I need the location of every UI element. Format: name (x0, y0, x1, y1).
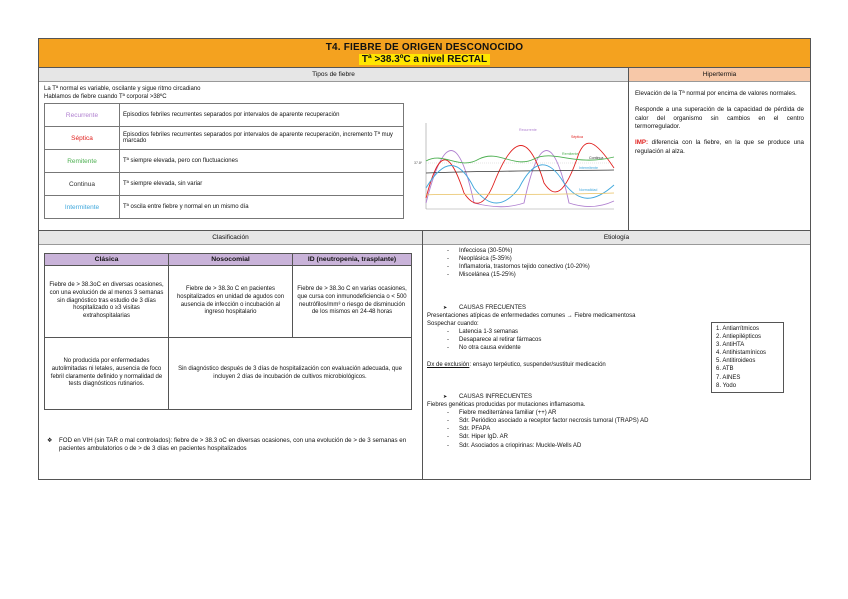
fod-text: FOD en VIH (sin TAR o mal controlados): fiebre de > 38.3 oC en diversas ocasiones, con una evolución de > de 3 semanas en pacientes ambulatorios o de > de 3 días en pacientes hospitalizados (59, 437, 407, 453)
cell-clasica-def: Fiebre de > 38.3oC en diversas ocasiones, con una evolución de al menos 3 semanas sin diagnóstico tras estudio de 3 días hospitalizado o ≥3 visitas extrahospitalarias (45, 266, 169, 338)
drug-item: 8. Yodo (716, 382, 737, 389)
causes-list (445, 247, 590, 279)
tipos-intro (39, 82, 628, 102)
chart-y-marker: 37.8º (414, 161, 423, 165)
cause-item: - Infecciosa (30-50%) (445, 247, 590, 255)
series-normalidad (426, 193, 614, 195)
sospechar-item: - Desaparece al retirar fármacos (445, 336, 767, 344)
cell-id-def: Fiebre de > 38.3o C en varias ocasiones, que cursa con inmunodeficiencia o < 500 neutrófilos/mm³ o riesgo de disminución de los mismos en 24-48 horas (293, 266, 412, 338)
tipo-desc: Tª siempre elevada, sin variar (120, 173, 404, 196)
sospechar-text: Sospechar cuando: (427, 321, 479, 328)
tipos-fiebre-section (39, 68, 629, 230)
tipos-title: Tipos de fiebre (39, 68, 628, 82)
col-id: ID (neutropenia, trasplante) (293, 254, 412, 266)
imp-text: diferencia con la fiebre, en la que se produce una regulación al alza. (635, 139, 804, 155)
hipertermia-section (629, 68, 810, 230)
series-remitente (426, 156, 614, 163)
col-clasica: Clásica (45, 254, 169, 266)
dx-label: Dx de exclusión (427, 361, 470, 368)
header (39, 39, 810, 68)
imp-label: IMP: (635, 139, 649, 147)
atipicas-text: Presentaciones atípicas de enfermedades comunes → Fiebre medicamentosa (427, 313, 636, 320)
clasificacion-section (39, 231, 423, 479)
tipo-name: Continua (45, 173, 120, 196)
genetic-item: - Sdr. PFAPA (445, 425, 787, 433)
etiologia-section (423, 231, 810, 479)
series-continua (426, 170, 614, 173)
fod-vih-note (47, 437, 417, 453)
drugs-box (711, 322, 784, 393)
tipo-name: Recurrente (45, 104, 120, 127)
intro-line-2: Hablamos de fiebre cuando Tª corporal >38ºC (44, 93, 167, 100)
cause-item: - Neoplásica (5-35%) (445, 255, 590, 263)
cell-diagnostico: Sin diagnóstico después de 3 días de hospitalización con evaluación adecuada, que incluyen 2 días de incubación de cultivos microbiológicos. (169, 338, 412, 410)
drug-item: 5. Antitiroideos (716, 358, 756, 365)
tipo-row (45, 150, 404, 173)
frecuentes-heading: ➤ CAUSAS FRECUENTES (443, 304, 767, 312)
cell-nosocomial-def: Fiebre de > 38.3o C en pacientes hospitalizados en unidad de agudos con ausencia de infección o incubación al ingreso hospitalario (169, 266, 293, 338)
tipo-desc: Episodios febriles recurrentes separados por intervalos de aparente recuperación (120, 104, 404, 127)
label-septica: Séptica (571, 135, 583, 139)
drug-item: 6. ATB (716, 366, 734, 373)
sospechar-item: - Latencia 1-3 semanas (445, 328, 767, 336)
drug-item: 7. AINES (716, 374, 741, 381)
diamond-bullet-icon: ❖ (47, 437, 53, 444)
hipertermia-imp (635, 139, 804, 156)
sospechar-item: - No otra causa evidente (445, 344, 767, 352)
fever-curves-chart (414, 113, 619, 213)
label-recurrente: Recurrente (519, 128, 537, 132)
tipo-name: Intermitente (45, 196, 120, 219)
label-remitente: Remitente (562, 152, 579, 156)
drug-item: 1. Antiarrítmicos (716, 326, 760, 332)
infrecuentes-heading: ➤ CAUSAS INFRECUENTES (443, 393, 787, 401)
clasificacion-title: Clasificación (39, 231, 422, 245)
page-title: T4. FIEBRE DE ORIGEN DESCONOCIDO (325, 42, 524, 53)
drug-item: 4. Antihistamínicos (716, 350, 767, 357)
tipo-row (45, 127, 404, 150)
geneticas-text: Fiebres genéticas producidas por mutaciones inflamasoma. (427, 402, 586, 409)
cell-clasica-extra: No producida por enfermedades autolimitadas ni letales, ausencia de foco febril claramente definido y normalidad de tests diagnósticos rutinarios. (45, 338, 169, 410)
intro-line-1: La Tª normal es variable, oscilante y sigue ritmo circadiano (44, 86, 201, 92)
tipo-row (45, 196, 404, 219)
tipo-desc: Tª oscila entre fiebre y normal en un mismo día (120, 196, 404, 219)
infrecuentes-block (427, 393, 787, 450)
dx-text: : ensayo terpéutico, suspender/sustituir medicación (469, 361, 606, 368)
label-intermitente: Intermitente (579, 166, 598, 170)
genetic-item: - Sdr. Periódico asociado a receptor factor necrosis tumoral (TRAPS) AD (445, 417, 787, 425)
summary-sheet (38, 38, 811, 480)
drug-item: 2. Antiepilépticos (716, 334, 762, 341)
page-subtitle: Tª >38.3ºC a nivel RECTAL (359, 54, 490, 65)
clasificacion-table (44, 253, 412, 410)
drug-item: 3. AntiHTA (716, 342, 745, 349)
cause-item: - Inflamatoria, trastornos tejido conectivo (10-20%) (445, 263, 590, 271)
hipertermia-p2: Responde a una superación de la capacidad de pérdida de calor del organismo sin cambios en el centro termorregulador. (635, 106, 804, 131)
tipos-table (44, 103, 404, 219)
tipo-desc: Episodios febriles recurrentes separados por intervalos de aparente recuperación, incremento Tª muy marcado (120, 127, 404, 150)
genetic-item: - Fiebre mediterránea familiar (++) AR (445, 409, 787, 417)
label-continua: Continua (589, 156, 604, 160)
tipo-name: Séptica (45, 127, 120, 150)
label-normalidad: Normalidad (579, 188, 598, 192)
tipo-row (45, 173, 404, 196)
tipo-desc: Tª siempre elevada, pero con fluctuaciones (120, 150, 404, 173)
genetic-item: - Sdr. Asociados a criopirinas: Muckle-Wells AD (445, 442, 787, 450)
hipertermia-p1: Elevación de la Tª normal por encima de valores normales. (635, 90, 797, 97)
tipo-name: Remitente (45, 150, 120, 173)
etiologia-title: Etiología (423, 231, 810, 245)
tipo-row (45, 104, 404, 127)
col-nosocomial: Nosocomial (169, 254, 293, 266)
hipertermia-title: Hipertermia (629, 68, 810, 82)
genetic-item: - Sdr. Hiper IgD. AR (445, 433, 787, 441)
cause-item: - Miscelánea (15-25%) (445, 271, 590, 279)
